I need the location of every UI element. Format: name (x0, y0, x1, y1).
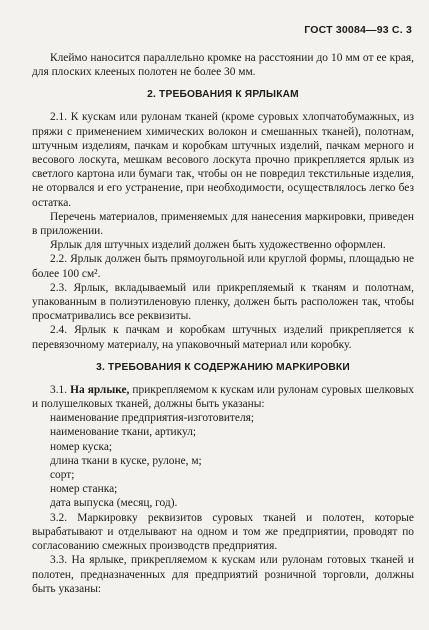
paragraph-2-1: 2.1. К кускам или рулонам тканей (кроме суровых хлопчатобумажных, из пряжи с применением химических волокон и смешанных тканей), полотнам, штучным изделиям, пачкам и коробкам штучных изделий, пачкам мерного и весового лоскута, мешкам весового лоскута прочно прикрепляется ярлык из светлого картона или бумаги так, чтобы он не повредил текстильные изделия, не оторвался и его устранение, при необходимости, осуществлялось легко без остатка. (32, 111, 414, 209)
section-3-heading: 3. ТРЕБОВАНИЯ К СОДЕРЖАНИЮ МАРКИРОВКИ (96, 361, 350, 373)
paragraph-2-4: 2.4. Ярлык к пачкам и коробкам штучных изделий прикрепляется к перевязочному материалу, на упаковочный материал или коробку. (32, 324, 414, 351)
paragraph-2-1-materials: Перечень материалов, применяемых для нанесения маркировки, приведен в приложении. (32, 210, 414, 238)
list-item: дата выпуска (месяц, год). (50, 497, 178, 510)
paragraph-3-1-bold: На ярлыке, (70, 383, 130, 396)
paragraph-3-3: 3.3. На ярлыке, прикрепляемом к кускам или рулонам готовых тканей и полотен, предназначенных для предприятий розничной торговли, должны быть указаны: (32, 554, 414, 595)
paragraph-2-1-design: Ярлык для штучных изделий должен быть художественно оформлен. (50, 239, 386, 252)
list-item: наименование ткани, артикул; (50, 426, 197, 439)
paragraph-3-1 (32, 383, 414, 411)
paragraph-2-2: 2.2. Ярлык должен быть прямоугольной или круглой формы, площадью не более 100 см². (32, 253, 414, 280)
list-item: номер куска; (50, 440, 113, 453)
document-body (32, 51, 414, 596)
paragraph-3-2: 3.2. Маркировку реквизитов суровых тканей и полотен, которые вырабатывают и отделывают на одном и том же предприятии, проводят по согласованию смежных производств предприятия. (32, 511, 414, 553)
list-item: длина ткани в куске, рулоне, м; (50, 454, 202, 467)
list-item: номер станка; (50, 483, 118, 496)
list-item: сорт; (50, 469, 75, 482)
page-header: ГОСТ 30084—93 С. 3 (304, 24, 412, 36)
intro-paragraph: Клеймо наносится параллельно кромке на расстоянии до 10 мм от ее края, для плоских клееных полотен не более 30 мм. (32, 52, 414, 79)
paragraph-2-3: 2.3. Ярлык, вкладываемый или прикрепляемый к тканям и полотнам, упакованным в полиэтиленовую пленку, должен быть расположен так, чтобы просматривались все реквизиты. (32, 281, 414, 323)
paragraph-3-1-text: прикрепляемом к кускам или рулонам суровых шелковых и полушелковых тканей, должны быть указаны: (32, 383, 414, 411)
paragraph-3-1-number: 3.1. (50, 383, 71, 396)
list-item: наименование предприятия-изготовителя; (50, 412, 255, 425)
section-2-heading: 2. ТРЕБОВАНИЯ К ЯРЛЫКАМ (147, 89, 299, 101)
